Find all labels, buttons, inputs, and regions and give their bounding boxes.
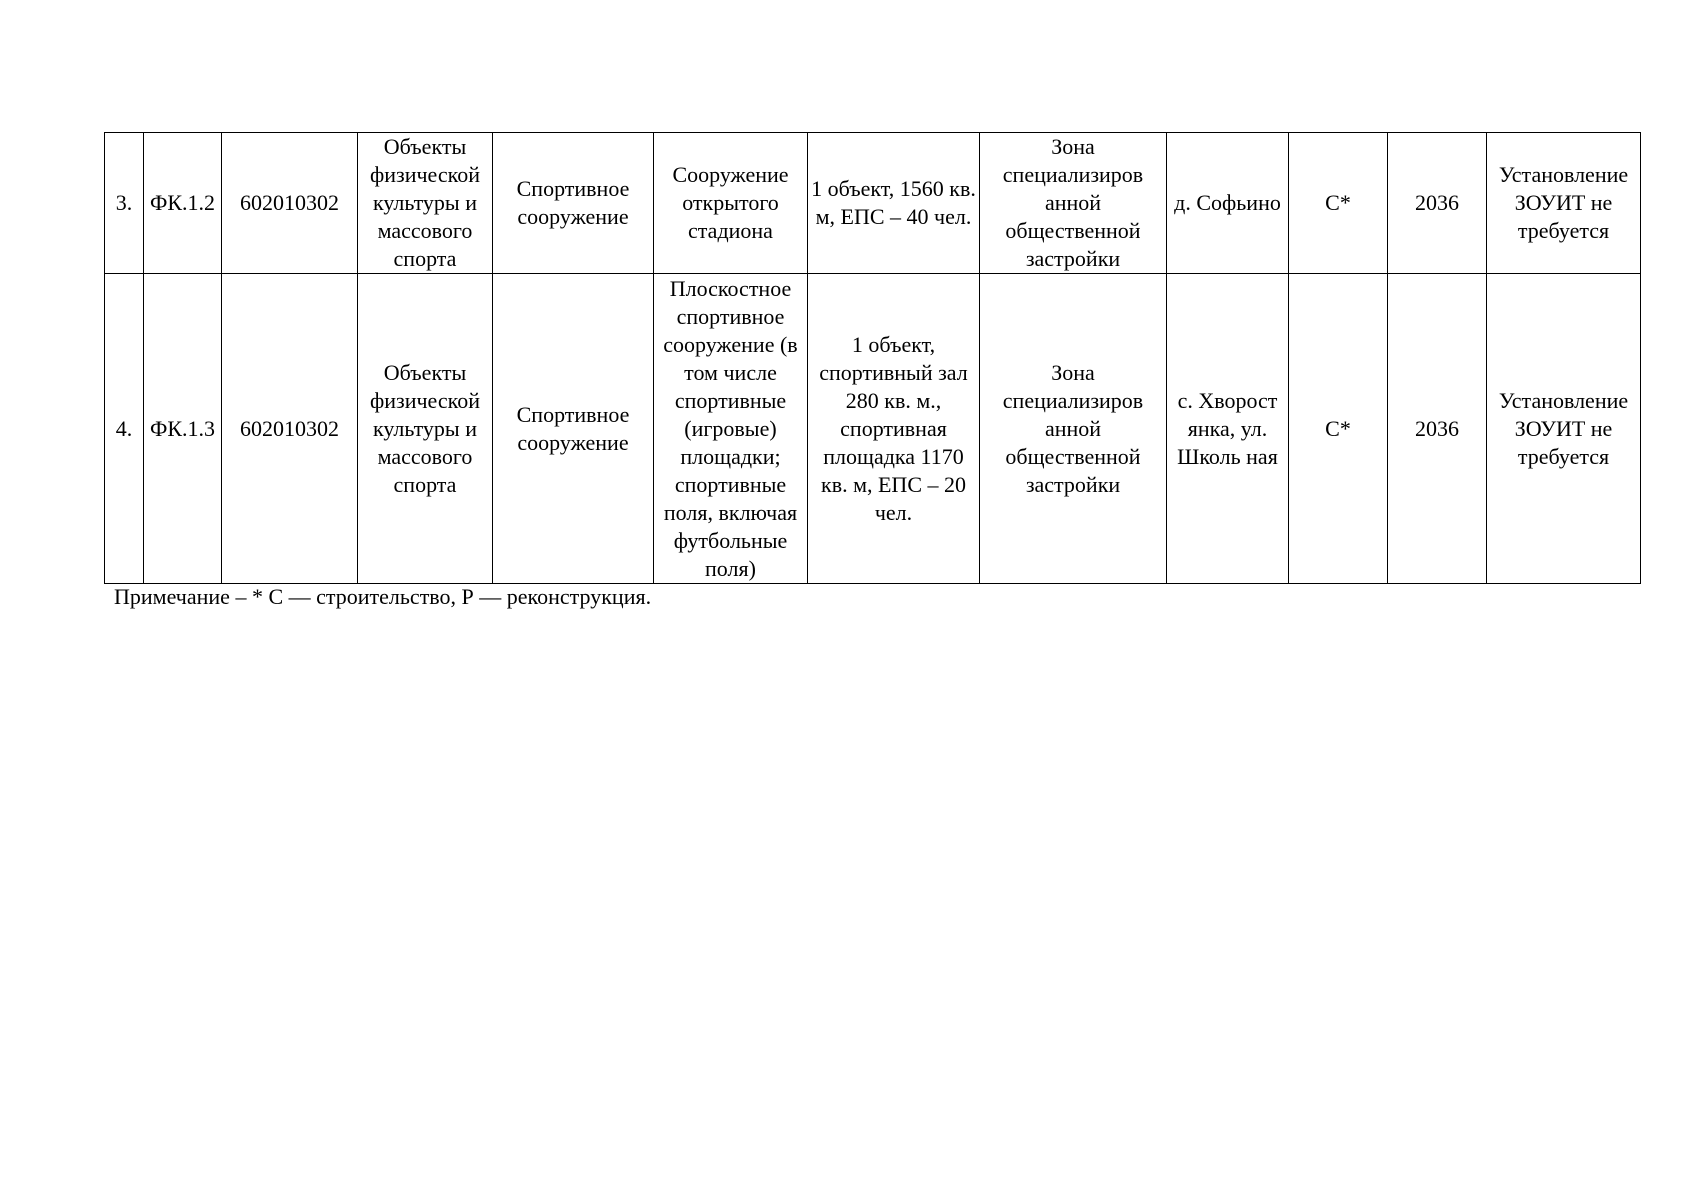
capacity-cell — [808, 274, 980, 584]
object-name-cell — [654, 274, 808, 584]
zouit-cell — [1487, 133, 1641, 274]
object-type-cell — [493, 133, 654, 274]
table-row — [105, 133, 1641, 274]
capacity: 1 объект, спортивный зал 280 кв. м., спортивная площадка 1170 кв. м, ЕПС – 20 чел. — [819, 331, 968, 525]
row-number: 4. — [115, 415, 133, 441]
classifier-code-cell — [222, 274, 358, 584]
object-name: Сооружение открытого стадиона — [672, 162, 789, 243]
zouit-cell — [1487, 274, 1641, 584]
capacity-cell — [808, 133, 980, 274]
classifier-code: 602010302 — [240, 190, 339, 215]
year-cell — [1388, 274, 1487, 584]
objects-table — [104, 132, 1641, 584]
classifier-code-cell — [222, 133, 358, 274]
object-type: Спортивное сооружение — [516, 176, 630, 229]
year: 2036 — [1415, 190, 1459, 215]
category: Объекты физической культуры и массового спорта — [370, 359, 480, 497]
object-code: ФК.1.3 — [149, 415, 216, 441]
zouit: Установление ЗОУИТ не требуется — [1498, 387, 1629, 469]
status: С* — [1325, 190, 1351, 215]
object-type: Спортивное сооружение — [516, 401, 630, 455]
zone: Зона специализиров анной общественной застройки — [1002, 134, 1144, 271]
location: с. Хворост янка, ул. Школь ная — [1177, 387, 1278, 469]
year: 2036 — [1415, 415, 1459, 441]
location-cell — [1167, 133, 1289, 274]
zone-cell — [980, 274, 1167, 584]
capacity: 1 объект, 1560 кв. м, ЕПС – 40 чел. — [811, 176, 976, 229]
status-cell — [1289, 133, 1388, 274]
location: д. Софьино — [1174, 190, 1281, 215]
table-note: Примечание – * С — строительство, Р — реконструкция. — [114, 584, 652, 609]
object-type-cell — [493, 274, 654, 584]
zone-cell — [980, 133, 1167, 274]
category: Объекты физической культуры и массового спорта — [370, 134, 480, 271]
object-code: ФК.1.2 — [149, 190, 216, 215]
object-name-cell — [654, 133, 808, 274]
classifier-code: 602010302 — [240, 415, 339, 441]
year-cell — [1388, 133, 1487, 274]
category-cell — [358, 133, 493, 274]
zone: Зона специализиров анной общественной застройки — [1002, 359, 1144, 497]
object-code-cell — [144, 274, 222, 584]
category-cell — [358, 274, 493, 584]
object-code-cell — [144, 133, 222, 274]
row-number: 3. — [115, 190, 133, 215]
row-number-cell — [105, 274, 144, 584]
status-cell — [1289, 274, 1388, 584]
zouit: Установление ЗОУИТ не требуется — [1498, 162, 1629, 243]
location-cell — [1167, 274, 1289, 584]
status: С* — [1325, 415, 1351, 441]
table-row — [105, 274, 1641, 584]
object-name: Плоскостное спортивное сооружение (в том числе спортивные (игровые) площадки; спортивные поля, включая футбольные поля) — [663, 275, 798, 581]
row-number-cell — [105, 133, 144, 274]
